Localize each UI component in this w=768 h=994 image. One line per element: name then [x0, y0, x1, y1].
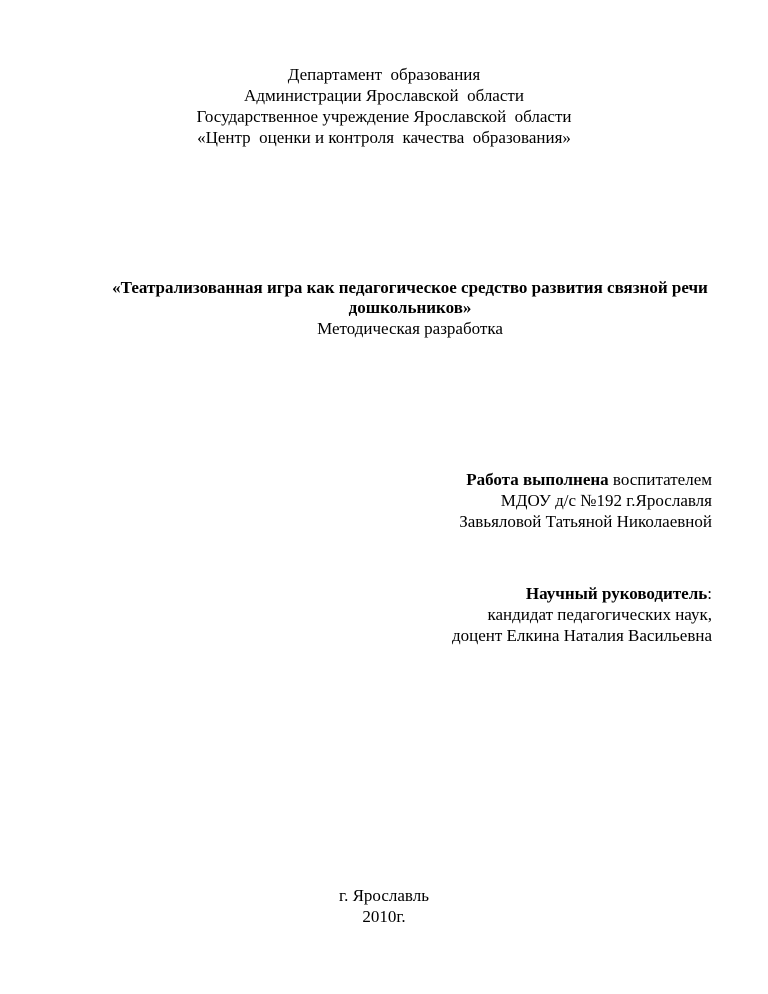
header-line-center: «Центр оценки и контроля качества образования»	[197, 128, 571, 147]
header-line-administration: Администрации Ярославской области	[244, 86, 524, 105]
footer-block	[0, 885, 768, 927]
author-block	[459, 469, 712, 532]
footer-city: г. Ярославль	[339, 886, 429, 905]
supervisor-line-1	[452, 583, 712, 604]
header-line-institution: Государственное учреждение Ярославской области	[196, 107, 572, 126]
supervisor-label: Научный руководитель	[525, 584, 708, 603]
document-title-block	[100, 278, 720, 339]
document-title: «Театрализованная игра как педагогическое средство развития связной речи дошкольников»	[112, 278, 708, 317]
author-label: Работа выполнена	[466, 470, 609, 489]
supervisor-block	[452, 583, 712, 646]
header-line-department: Департамент образования	[287, 65, 481, 84]
supervisor-line-2: кандидат педагогических наук,	[487, 605, 712, 624]
supervisor-line-3: доцент Елкина Наталия Васильевна	[451, 626, 712, 645]
organization-header	[0, 64, 768, 148]
supervisor-colon: :	[707, 584, 712, 603]
author-line-3: Завьяловой Татьяной Николаевной	[459, 512, 712, 531]
author-line-1	[459, 469, 712, 490]
author-label-rest: воспитателем	[608, 470, 712, 489]
footer-year: 2010г.	[362, 907, 406, 926]
author-line-2: МДОУ д/с №192 г.Ярославля	[500, 491, 712, 510]
document-subtitle: Методическая разработка	[317, 319, 503, 338]
